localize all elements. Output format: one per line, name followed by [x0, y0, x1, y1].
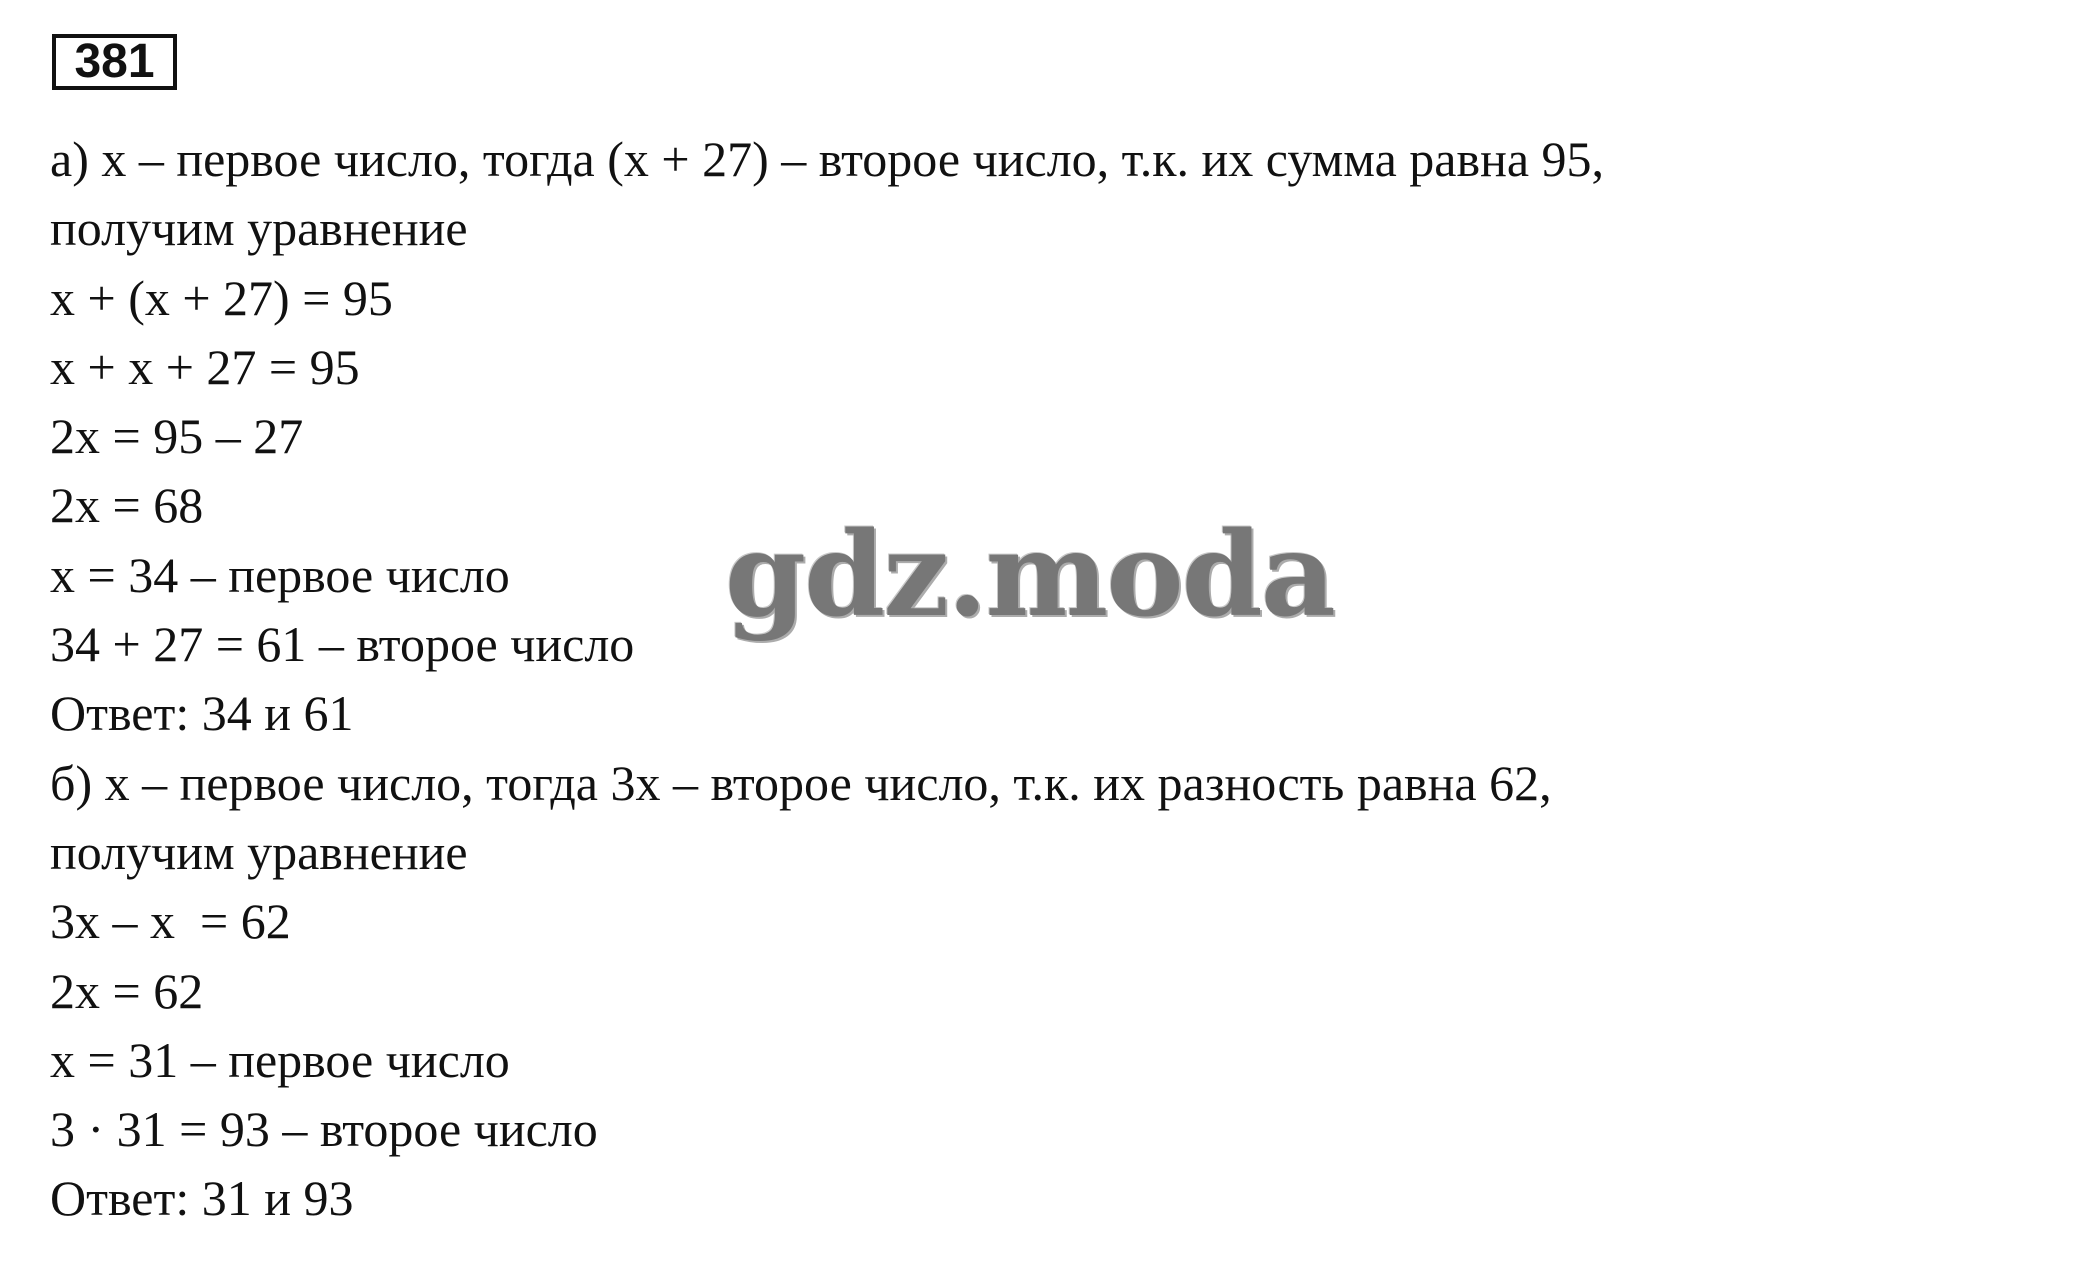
solution-line: получим уравнение [50, 823, 468, 880]
watermark-logo: gdz.moda [725, 507, 1334, 643]
solution-line: 2x = 68 [50, 477, 204, 534]
solution-line: x + (x + 27) = 95 [50, 269, 393, 326]
solution-line: 3 · 31 = 93 – второе число [50, 1101, 598, 1158]
solution-line: x + x + 27 = 95 [50, 338, 360, 395]
task-number: 381 [52, 34, 177, 90]
answer-line: Ответ: 34 и 61 [50, 685, 354, 742]
solution-line: б) x – первое число, тогда 3x – второе число, т.к. их разность равна 62, [50, 754, 1552, 811]
solution-line: 3x – x = 62 [50, 893, 291, 950]
solution-line: 2x = 62 [50, 962, 204, 1019]
solution-line: получим уравнение [50, 200, 468, 257]
solution-line: 34 + 27 = 61 – второе число [50, 616, 635, 673]
solution-line: 2x = 95 – 27 [50, 408, 304, 465]
solution-line: x = 34 – первое число [50, 546, 510, 603]
solution-text [50, 125, 1950, 1234]
answer-line: Ответ: 31 и 93 [50, 1170, 354, 1227]
solution-line: x = 31 – первое число [50, 1031, 510, 1088]
solution-line: а) x – первое число, тогда (x + 27) – второе число, т.к. их сумма равна 95, [50, 131, 1605, 187]
